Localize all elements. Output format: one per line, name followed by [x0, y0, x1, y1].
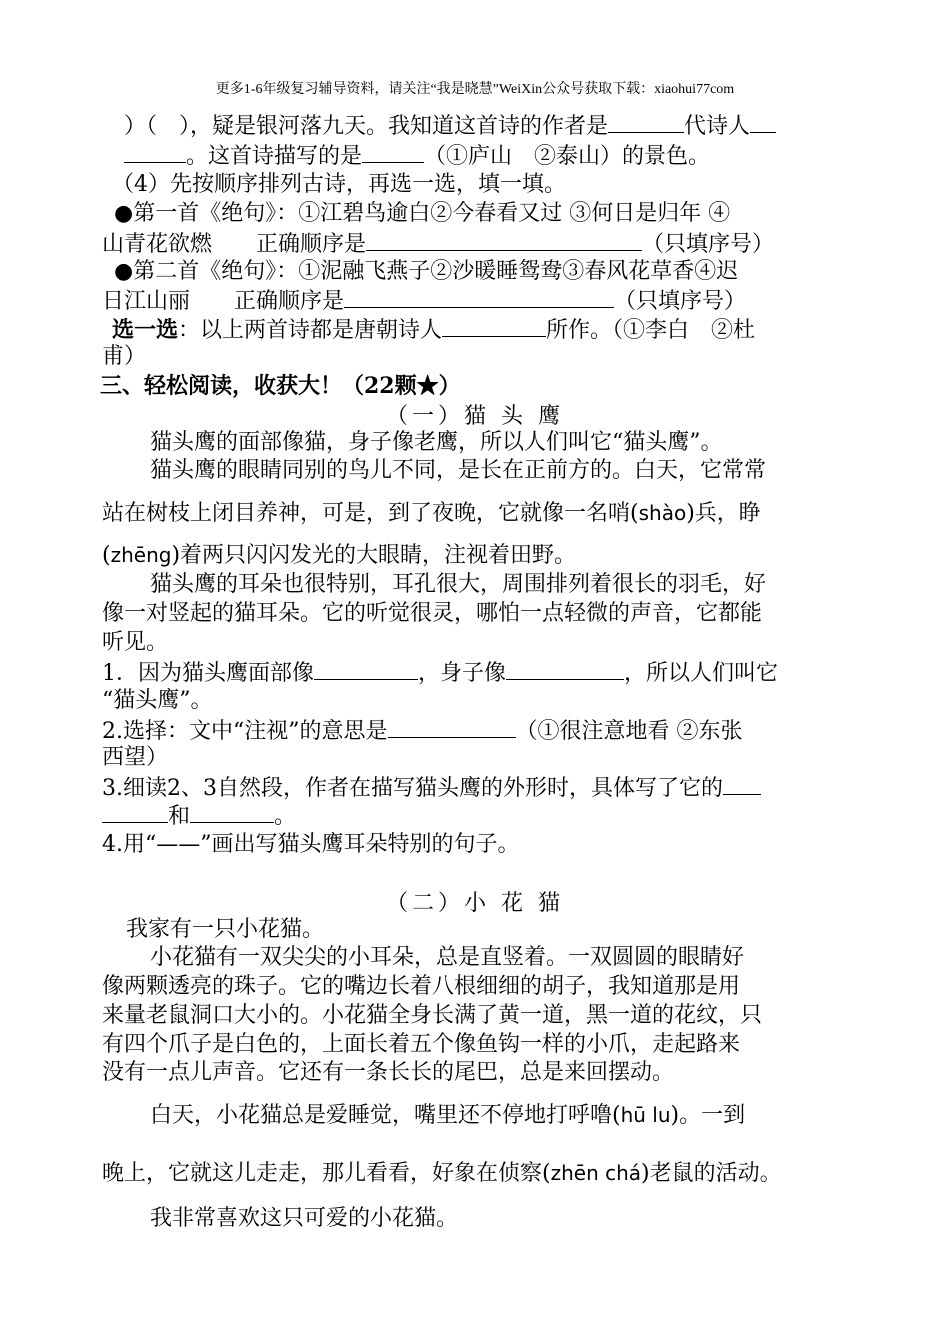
answer-blank[interactable] — [388, 715, 516, 738]
poem-line-2: 。这首诗描写的是 （①庐山 ②泰山）的景色。 — [124, 140, 710, 172]
passage2-text: 白天，小花猫总是爱睡觉，嘴里还不停地打呼噜(hū lu)。一到 — [150, 1103, 746, 1128]
reading-question-3: 3.细读2、3自然段，作者在描写猫头鹰的外形时，具体写了它的 — [102, 772, 761, 804]
answer-blank[interactable] — [506, 657, 624, 680]
choose-line-2: 甫） — [102, 344, 147, 369]
passage1-text: 猫头鹰的眼睛同别的鸟儿不同，是长在正前方的。白天，它常常 — [150, 458, 767, 483]
passage2-text: 有四个爪子是白色的，上面长着五个像鱼钩一样的小爪，走起路来 — [102, 1032, 741, 1057]
answer-blank[interactable] — [608, 110, 684, 133]
poem1-line-b: 山青花欲燃 正确顺序是 （只填序号） — [102, 228, 774, 260]
passage2-text: 我非常喜欢这只可爱的小花猫。 — [150, 1206, 459, 1231]
poem1-line-a: ●第一首《绝句》：①江碧鸟逾白②今春看又过 ③何日是归年 ④ — [114, 201, 731, 226]
passage2-text: 像两颗透亮的珠子。它的嘴边长着八根细细的胡子，我知道那是用 — [102, 974, 741, 999]
question-4: （4）先按顺序排列古诗，再选一选，填一填。 — [112, 172, 566, 197]
passage2-text: 晚上，它就这儿走走，那儿看看，好象在侦察(zhēn chá)老鼠的活动。 — [102, 1161, 782, 1186]
passage1-text: 像一对竖起的猫耳朵。它的听觉很灵，哪怕一点轻微的声音，它都能 — [102, 601, 763, 626]
page-header: 更多1-6年级复习辅导资料，请关注“我是晓慧”WeiXin公众号获取下载：xiaohui77com — [215, 82, 735, 97]
passage1-text: 猫头鹰的耳朵也很特别，耳孔很大，周围排列着很长的羽毛，好 — [150, 572, 767, 597]
passage2-title: （二）小 花 猫 — [386, 891, 564, 916]
answer-blank[interactable] — [723, 772, 761, 795]
answer-blank[interactable] — [366, 228, 642, 251]
section-heading: 三、轻松阅读，收获大！（22颗★） — [100, 373, 461, 399]
passage2-text: 来量老鼠洞口大小的。小花猫全身长满了黄一道，黑一道的花纹，只 — [102, 1003, 763, 1028]
reading-question-1-cont: “猫头鹰”。 — [102, 688, 213, 713]
passage2-text: 我家有一只小花猫。 — [126, 917, 325, 942]
passage2-text: 没有一点儿声音。它还有一条长长的尾巴，总是来回摆动。 — [102, 1060, 675, 1085]
answer-blank[interactable] — [190, 800, 274, 823]
poem2-line-a: ●第二首《绝句》：①泥融飞燕子②沙暖睡鸳鸯③春风花草香④迟 — [114, 259, 739, 284]
passage1-text: 站在树枝上闭目养神，可是，到了夜晚，它就像一名哨(shào)兵，睁 — [102, 501, 761, 526]
reading-question-2-cont: 西望） — [102, 745, 169, 770]
passage1-title: （一）猫 头 鹰 — [386, 404, 564, 429]
answer-blank[interactable] — [750, 110, 776, 133]
poem-line-1: ）（ ），疑是银河落九天。我知道这首诗的作者是 代诗人 — [124, 110, 776, 142]
reading-question-2: 2.选择：文中“注视”的意思是 （①很注意地看 ②东张 — [102, 715, 743, 747]
passage1-text: 猫头鹰的面部像猫，身子像老鹰，所以人们叫它“猫头鹰”。 — [150, 430, 723, 455]
reading-question-3-cont: 和 。 — [102, 800, 296, 832]
answer-blank[interactable] — [442, 314, 546, 337]
answer-blank[interactable] — [124, 140, 186, 163]
answer-blank[interactable] — [362, 140, 424, 163]
choose-line: 选一选：以上两首诗都是唐朝诗人 所作。（①李白 ②杜 — [112, 314, 755, 346]
reading-question-1: 1．因为猫头鹰面部像 ，身子像 ，所以人们叫它 — [102, 657, 778, 689]
passage2-text: 小花猫有一双尖尖的小耳朵，总是直竖着。一双圆圆的眼睛好 — [150, 945, 745, 970]
answer-blank[interactable] — [314, 657, 418, 680]
passage1-text: 听见。 — [102, 630, 169, 655]
passage1-text: (zhēng)着两只闪闪发光的大眼睛，注视着田野。 — [102, 543, 577, 568]
poem2-line-b: 日江山丽 正确顺序是 （只填序号） — [102, 285, 746, 317]
answer-blank[interactable] — [344, 285, 614, 308]
answer-blank[interactable] — [102, 800, 168, 823]
reading-question-4: 4.用“——”画出写猫头鹰耳朵特别的句子。 — [102, 832, 520, 857]
